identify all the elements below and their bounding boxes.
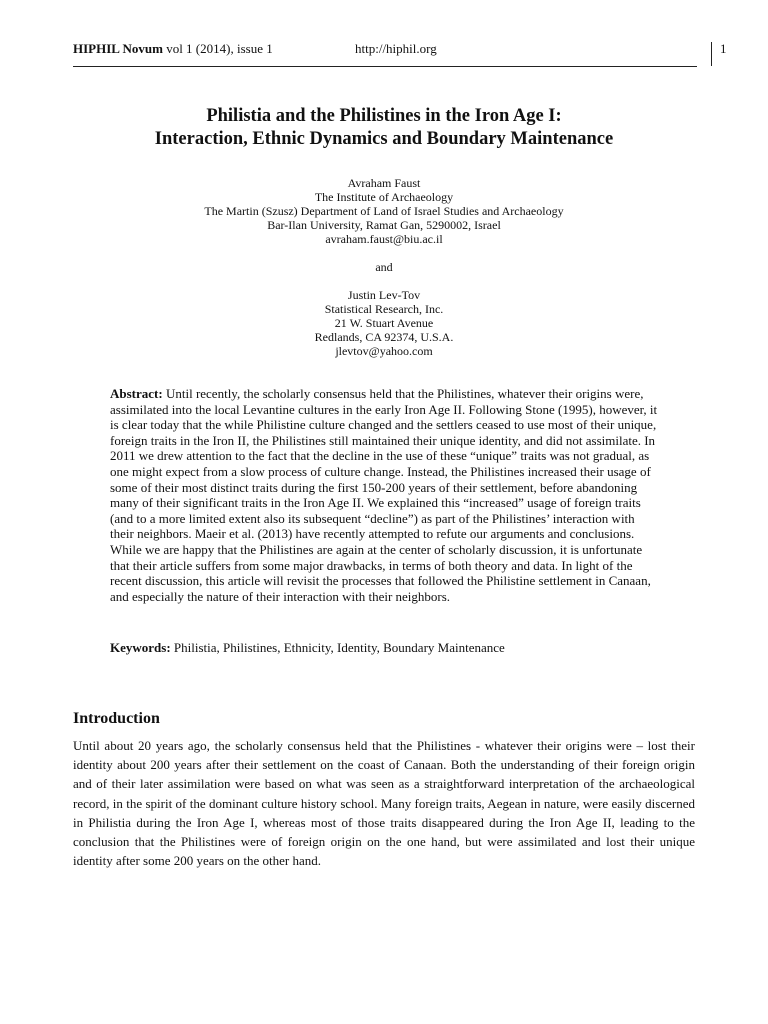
author-conjunction: and [375, 260, 393, 274]
keywords [110, 640, 658, 656]
journal-volume: vol 1 (2014), issue 1 [162, 41, 273, 56]
abstract-label: Abstract: [110, 386, 163, 401]
title-line-2: Interaction, Ethnic Dynamics and Boundary Maintenance [154, 129, 614, 149]
title-line-1: Philistia and the Philistines in the Iron Age I: [206, 106, 562, 126]
author-1-email: avraham.faust@biu.ac.il [325, 232, 443, 246]
journal-name: HIPHIL Novum [73, 41, 163, 56]
running-header [73, 40, 697, 67]
author-1-affiliation-2: The Martin (Szusz) Department of Land of Israel Studies and Archaeology [204, 204, 564, 218]
paper-title [60, 105, 708, 151]
keywords-text: Philistia, Philistines, Ethnicity, Identity, Boundary Maintenance [170, 640, 505, 655]
abstract-text: Until recently, the scholarly consensus held that the Philistines, whatever their origins were, assimilated into the local Levantine cultures in the early Iron Age II. Following Stone (1995), however, it is clear today that the while Philistine culture changed and the settlers ceased to use most of their unique, foreign traits in the Iron II, the Philistines still maintained their unique identity, and did not assimilate. In 2011 we drew attention to the fact that the decline in the use of these “unique” traits was not gradual, as one might expect from a slow process of culture change. Instead, the Philistines increased their usage of some of their most distinct traits during the first 150-200 years of their settlement, before abandoning many of their significant traits in the Iron Age II. We explained this “increased” usage of foreign traits (and to a more limited extent also its subsequent “decline”) as part of the Philistines’ interaction with their neighbors. Maeir et al. (2013) have recently attempted to refute our arguments and conclusions. While we are happy that the Philistines are again at the center of scholarly discussion, it is unfortunate that their article suffers from some major drawbacks, in terms of both theory and data. In light of the recent discussion, this article will revisit the processes that followed the Philistine settlement in Canaan, and especially the nature of their interaction with their neighbors. [110, 386, 658, 604]
page-number-divider [711, 42, 712, 66]
author-1-affiliation-3: Bar-Ilan University, Ramat Gan, 5290002, Israel [267, 218, 501, 232]
author-block [84, 176, 684, 358]
author-2-address-2: Redlands, CA 92374, U.S.A. [314, 330, 454, 344]
author-2-address-1: 21 W. Stuart Avenue [334, 316, 434, 330]
author-spacer [84, 274, 684, 288]
author-spacer [84, 246, 684, 260]
author-1-affiliation-1: The Institute of Archaeology [314, 190, 454, 204]
author-2-email: jlevtov@yahoo.com [335, 344, 433, 358]
introduction-paragraph: Until about 20 years ago, the scholarly consensus held that the Philistines - whatever their origins were – lost their identity about 200 years after their settlement on the coast of Canaan. Both the understanding of their foreign origin and of their later assimilation were based on what was seen as a straightforward interpretation of the archaeological record, in the spirit of the dominant culture history school. Many foreign traits, Aegean in nature, were easily discerned in Philistia during the Iron Age I, whereas most of those traits disappeared during the Iron Age II, leading to the conclusion that the Philistines were of foreign origin on the one hand, but were assimilated and lost their unique identity after some 200 years on the other hand. [73, 738, 695, 869]
author-1-name: Avraham Faust [347, 176, 421, 190]
page-number: 1 [720, 41, 727, 56]
keywords-label: Keywords: [110, 640, 171, 655]
section-heading-introduction: Introduction [73, 710, 160, 727]
journal-url: http://hiphil.org [355, 41, 437, 56]
abstract [110, 386, 658, 604]
author-2-affiliation: Statistical Research, Inc. [324, 302, 444, 316]
author-2-name: Justin Lev-Tov [347, 288, 421, 302]
